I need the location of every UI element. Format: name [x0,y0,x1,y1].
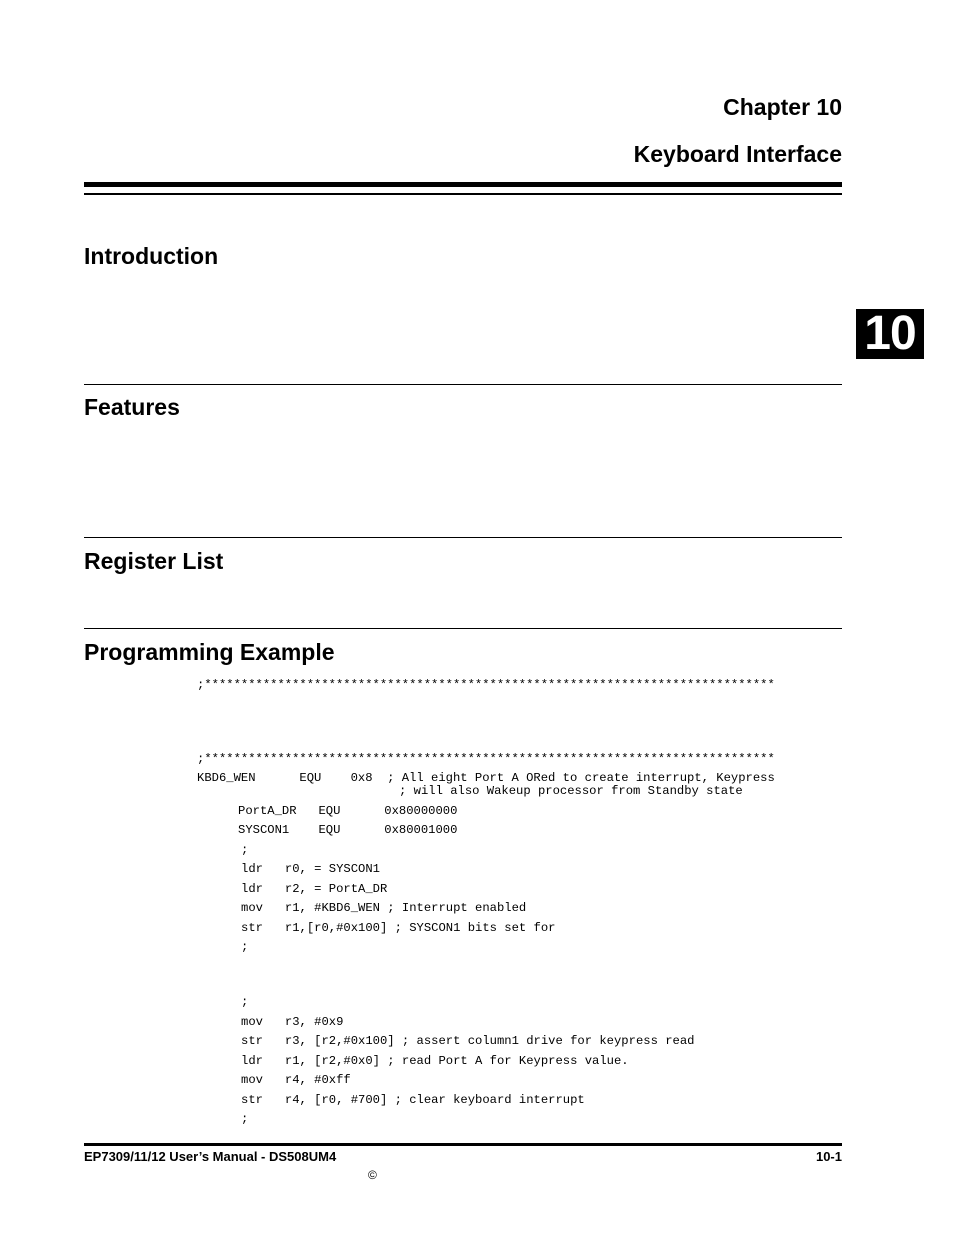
footer-copyright: © [368,1168,377,1182]
code-line-mov-r4: mov r4, #0xff [241,1073,351,1087]
footer-page-number: 10-1 [815,1149,842,1164]
code-line-str-r1: str r1,[r0,#0x100] ; SYSCON1 bits set for [241,921,556,935]
footer-rule [84,1143,842,1146]
section-heading-register-list: Register List [84,548,224,574]
code-line-ldr-r2: ldr r2, = PortA_DR [241,882,388,896]
header-rule-thick [84,182,842,187]
section-heading-programming-example: Programming Example [84,639,335,665]
code-line-str-r4: str r4, [r0, #700] ; clear keyboard interrupt [241,1093,585,1107]
section-divider [84,384,842,385]
code-line-kbd6-wen: KBD6_WEN EQU 0x8 ; All eight Port A ORed to create interrupt, Keypress [197,771,775,785]
code-line-ldr-r0: ldr r0, = SYSCON1 [241,862,380,876]
chapter-title: Chapter 10 [723,94,842,120]
code-line-str-r3: str r3, [r2,#0x100] ; assert column1 drive for keypress read [241,1034,695,1048]
section-divider [84,628,842,629]
code-line-kbd6-wen-comment: ; will also Wakeup processor from Standby state [399,784,743,798]
chapter-subtitle: Keyboard Interface [633,141,842,167]
code-line-porta-dr: PortA_DR EQU 0x80000000 [238,804,458,818]
section-divider [84,537,842,538]
code-line-comment: ; [241,995,249,1009]
code-line-comment: ; [241,843,249,857]
code-line-mov-r3: mov r3, #0x9 [241,1015,344,1029]
code-line-stars-top: ;****************************************************************************** [197,678,775,692]
code-line-mov-r1: mov r1, #KBD6_WEN ; Interrupt enabled [241,901,527,915]
section-heading-introduction: Introduction [84,243,219,269]
code-line-syscon1: SYSCON1 EQU 0x80001000 [238,823,458,837]
section-heading-features: Features [84,394,180,420]
header-rule-thin [84,193,842,195]
chapter-tab: 10 [856,309,924,359]
code-line-ldr-r1: ldr r1, [r2,#0x0] ; read Port A for Keypress value. [241,1054,629,1068]
code-line-comment: ; [241,940,249,954]
code-line-comment: ; [241,1112,249,1126]
footer-manual-title: EP7309/11/12 User’s Manual - DS508UM4 [84,1149,337,1164]
code-line-stars-bottom: ;****************************************************************************** [197,752,775,766]
